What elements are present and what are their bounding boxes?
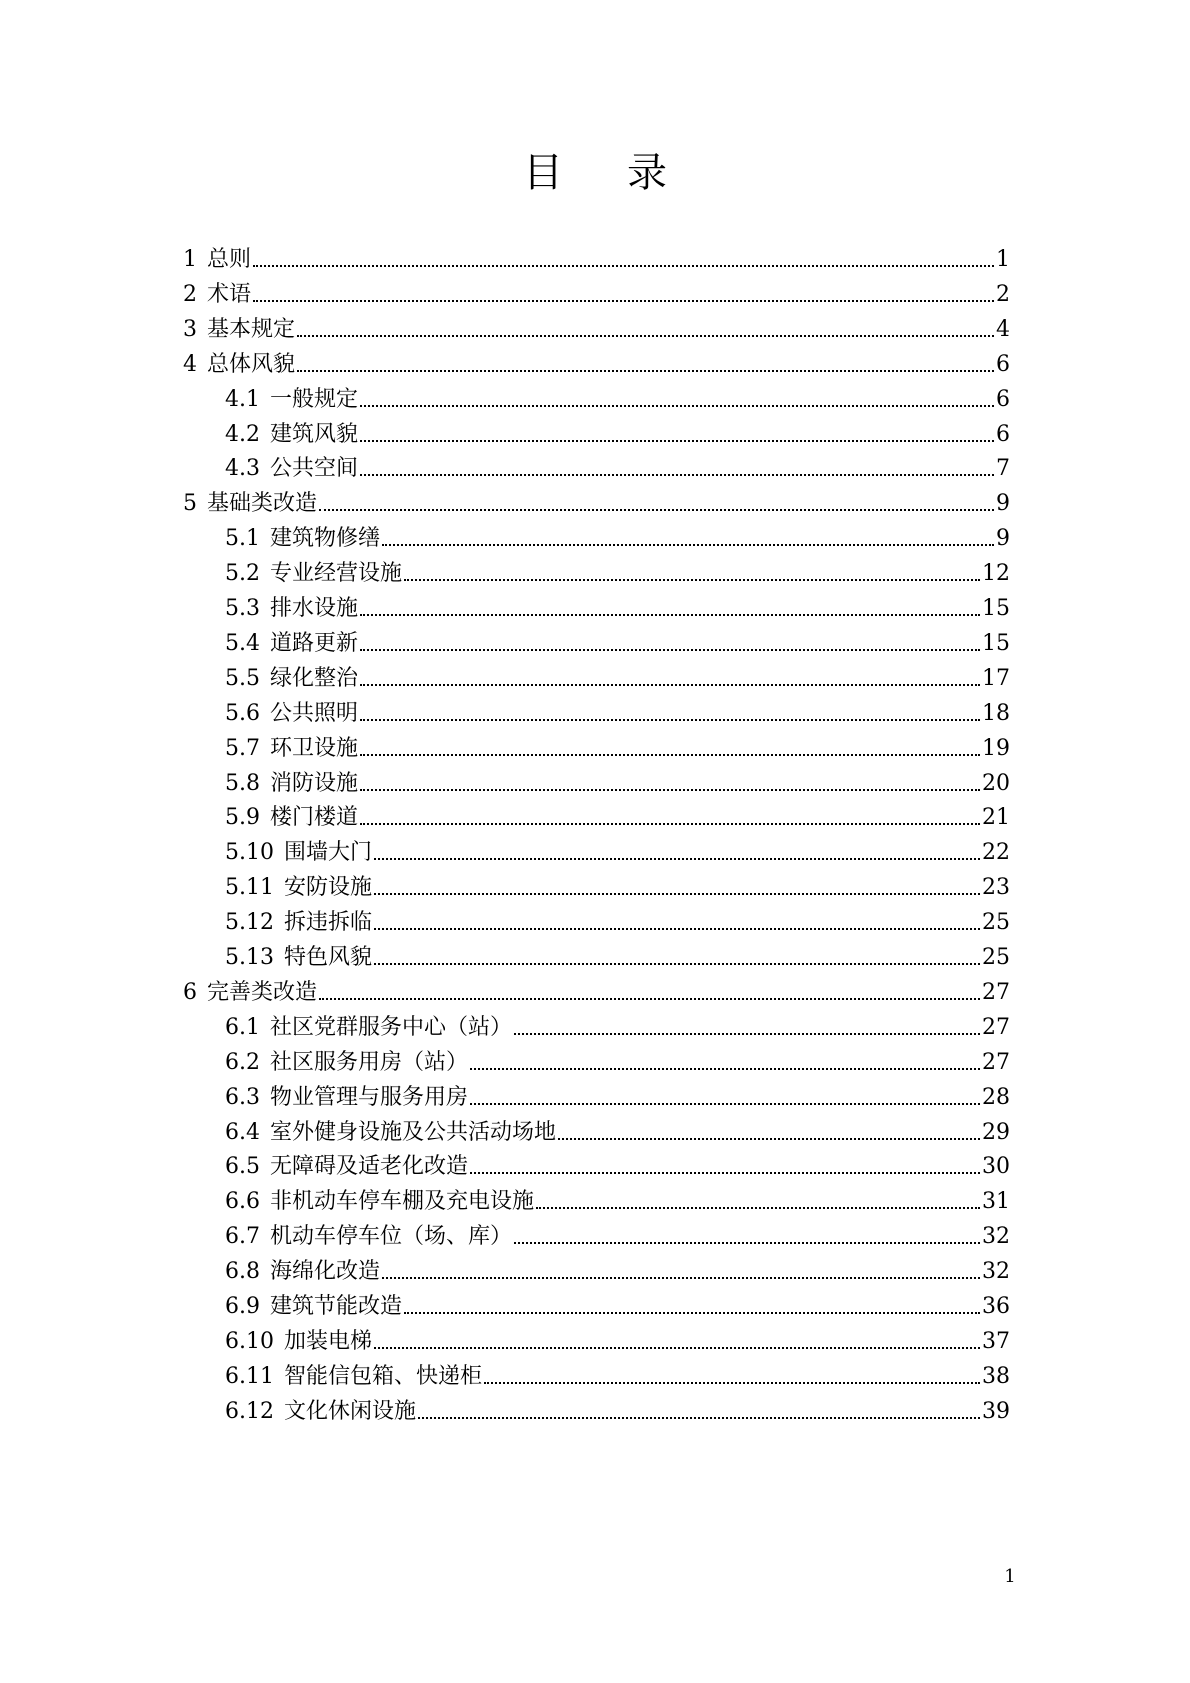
page-title: 目录 <box>523 150 731 196</box>
toc-entry[interactable] <box>183 314 1010 344</box>
toc-entry[interactable] <box>225 1396 1010 1426</box>
toc-entry-title: 室外健身设施及公共活动场地 <box>270 1119 557 1145</box>
toc-entry-title: 非机动车停车棚及充电设施 <box>270 1189 535 1215</box>
toc-entry-number: 5.11 <box>225 875 274 901</box>
toc-entry-page: 25 <box>982 945 1010 970</box>
toc-entry[interactable] <box>225 628 1010 658</box>
toc-entry[interactable] <box>225 419 1010 449</box>
toc-dot-leader <box>360 405 994 407</box>
toc-entry[interactable] <box>225 558 1010 588</box>
toc-dot-leader <box>514 1033 980 1035</box>
toc-entry-number: 6.4 <box>225 1119 260 1145</box>
toc-entry-number: 5.5 <box>225 665 260 691</box>
toc-entry[interactable] <box>225 1291 1010 1321</box>
toc-entry[interactable] <box>183 244 1010 274</box>
toc-dot-leader <box>536 1207 980 1209</box>
toc-entry[interactable] <box>183 977 1010 1007</box>
page-number: 1 <box>1004 1566 1016 1587</box>
toc-entry-number: 5.10 <box>225 840 274 866</box>
toc-entry-page: 4 <box>996 316 1010 342</box>
toc-entry-page: 9 <box>996 491 1010 517</box>
toc-entry-title: 加装电梯 <box>283 1328 372 1354</box>
toc-dot-leader <box>374 1347 980 1349</box>
toc-entry-page: 27 <box>982 1014 1010 1040</box>
toc-entry-title: 物业管理与服务用房 <box>270 1084 469 1110</box>
toc-dot-leader <box>360 649 980 651</box>
toc-entry-number: 6.9 <box>225 1294 260 1319</box>
toc-entry-number: 4 <box>183 351 197 377</box>
toc-dot-leader <box>360 614 980 616</box>
toc-entry-number: 5.6 <box>225 700 260 726</box>
toc-entry-title: 无障碍及适老化改造 <box>270 1154 469 1180</box>
toc-dot-leader <box>360 823 980 825</box>
toc-dot-leader <box>374 893 980 895</box>
toc-entry-title: 总体风貌 <box>207 351 296 377</box>
toc-entry[interactable] <box>225 1151 1010 1181</box>
toc-entry-title: 建筑物修缮 <box>270 526 381 552</box>
toc-entry[interactable] <box>225 384 1010 414</box>
toc-dot-leader <box>360 789 980 791</box>
toc-entry[interactable] <box>225 593 1010 623</box>
toc-entry-title: 专业经营设施 <box>270 561 403 587</box>
toc-dot-leader <box>374 928 980 930</box>
toc-entry[interactable] <box>225 698 1010 728</box>
toc-entry[interactable] <box>225 1221 1010 1251</box>
toc-entry[interactable] <box>225 1047 1010 1077</box>
toc-entry-title: 基本规定 <box>207 316 296 342</box>
toc-dot-leader <box>558 1138 980 1140</box>
toc-entry-title: 智能信包箱、快递柜 <box>283 1363 482 1389</box>
toc-entry-title: 围墙大门 <box>283 840 372 866</box>
toc-entry-page: 32 <box>982 1259 1010 1285</box>
toc-entry[interactable] <box>225 872 1010 902</box>
toc-entry[interactable] <box>225 1012 1010 1042</box>
toc-entry-title: 总则 <box>207 247 252 272</box>
toc-entry-number: 4.3 <box>225 456 260 482</box>
toc-entry-number: 6.3 <box>225 1084 260 1110</box>
toc-entry-number: 5.4 <box>225 630 260 656</box>
toc-entry-number: 5 <box>183 491 197 517</box>
toc-entry-page: 32 <box>982 1224 1010 1250</box>
toc-entry-title: 一般规定 <box>270 386 359 412</box>
toc-dot-leader <box>470 1068 980 1070</box>
toc-entry-page: 22 <box>982 840 1010 866</box>
toc-entry-number: 6.10 <box>225 1328 274 1354</box>
toc-dot-leader <box>253 300 994 302</box>
toc-dot-leader <box>297 335 994 337</box>
toc-entry-page: 6 <box>996 351 1010 377</box>
toc-entry-number: 6.2 <box>225 1049 260 1075</box>
toc-dot-leader <box>319 509 994 511</box>
toc-entry-number: 5.12 <box>225 910 274 936</box>
toc-entry-title: 基础类改造 <box>207 491 318 517</box>
toc-entry-number: 6.5 <box>225 1154 260 1180</box>
toc-entry-number: 5.13 <box>225 945 274 970</box>
toc-entry-page: 30 <box>982 1154 1010 1180</box>
toc-entry-title: 社区党群服务中心（站） <box>270 1014 513 1040</box>
toc-dot-leader <box>418 1417 980 1419</box>
toc-entry-number: 6.7 <box>225 1224 260 1250</box>
toc-entry-number: 4.2 <box>225 421 260 447</box>
toc-dot-leader <box>374 963 980 965</box>
toc-entry-page: 27 <box>982 1049 1010 1075</box>
toc-entry-number: 5.8 <box>225 770 260 796</box>
toc-dot-leader <box>253 265 994 267</box>
toc-dot-leader <box>404 1312 980 1314</box>
toc-entry-page: 23 <box>982 875 1010 901</box>
toc-entry[interactable] <box>225 802 1010 832</box>
toc-entry[interactable] <box>225 907 1010 937</box>
toc-entry-title: 术语 <box>207 281 252 307</box>
toc-entry-page: 18 <box>982 700 1010 726</box>
toc-entry-number: 6.11 <box>225 1363 274 1389</box>
toc-entry[interactable] <box>183 279 1010 309</box>
toc-entry-page: 15 <box>982 630 1010 656</box>
toc-entry-number: 6 <box>183 979 197 1005</box>
toc-entry-page: 19 <box>982 735 1010 761</box>
toc-entry-number: 6.12 <box>225 1398 274 1424</box>
toc-entry[interactable] <box>225 733 1010 763</box>
toc-entry-number: 5.3 <box>225 596 260 621</box>
toc-entry[interactable] <box>225 1326 1010 1356</box>
toc-entry-title: 排水设施 <box>270 596 359 621</box>
toc-entry-page: 7 <box>996 456 1010 482</box>
toc-entry-number: 3 <box>183 316 197 342</box>
toc-entry[interactable] <box>183 488 1010 518</box>
toc-dot-leader <box>360 440 994 442</box>
toc-dot-leader <box>360 474 994 476</box>
toc-entry-title: 社区服务用房（站） <box>270 1049 469 1075</box>
toc-entry-page: 28 <box>982 1084 1010 1110</box>
toc-entry-title: 文化休闲设施 <box>283 1398 416 1424</box>
toc-entry-page: 37 <box>982 1328 1010 1354</box>
toc-entry-page: 31 <box>982 1189 1010 1215</box>
toc-entry-number: 5.9 <box>225 805 260 831</box>
toc-entry-title: 建筑节能改造 <box>270 1294 403 1319</box>
toc-entry[interactable] <box>225 453 1010 483</box>
toc-entry[interactable] <box>225 1361 1010 1391</box>
toc-dot-leader <box>374 858 980 860</box>
toc-entry-number: 2 <box>183 281 197 307</box>
toc-entry[interactable] <box>225 768 1010 798</box>
toc-dot-leader <box>360 719 980 721</box>
toc-dot-leader <box>470 1103 980 1105</box>
toc-entry-title: 消防设施 <box>270 770 359 796</box>
toc-entry[interactable] <box>183 349 1010 379</box>
toc-dot-leader <box>382 544 994 546</box>
toc-entry-page: 6 <box>996 386 1010 412</box>
toc-entry-page: 6 <box>996 421 1010 447</box>
toc-entry-page: 2 <box>996 281 1010 307</box>
toc-entry[interactable] <box>225 1117 1010 1147</box>
toc-entry-title: 楼门楼道 <box>270 805 359 831</box>
toc-entry-number: 6.6 <box>225 1189 260 1215</box>
toc-entry[interactable] <box>225 663 1010 693</box>
toc-entry-title: 安防设施 <box>283 875 372 901</box>
toc-entry-page: 21 <box>982 805 1010 831</box>
toc-dot-leader <box>484 1382 980 1384</box>
toc-entry-page: 38 <box>982 1363 1010 1389</box>
toc-entry[interactable] <box>225 942 1010 972</box>
toc-dot-leader <box>382 1277 980 1279</box>
toc-entry-page: 39 <box>982 1398 1010 1424</box>
toc-entry-number: 5.7 <box>225 735 260 761</box>
toc-dot-leader <box>470 1172 980 1174</box>
toc-dot-leader <box>514 1242 980 1244</box>
toc-entry-title: 机动车停车位（场、库） <box>270 1224 513 1250</box>
toc-entry-page: 9 <box>996 526 1010 552</box>
toc-entry-number: 4.1 <box>225 386 260 412</box>
toc-entry[interactable] <box>225 1186 1010 1216</box>
toc-dot-leader <box>360 754 980 756</box>
toc-entry-page: 29 <box>982 1119 1010 1145</box>
toc-entry-page: 12 <box>982 561 1010 587</box>
toc-entry-title: 特色风貌 <box>283 945 372 970</box>
toc-entry-number: 6.8 <box>225 1259 260 1285</box>
toc-dot-leader <box>319 998 980 1000</box>
toc-entry[interactable] <box>225 837 1010 867</box>
toc-entry-number: 6.1 <box>225 1014 260 1040</box>
toc-entry-page: 17 <box>982 665 1010 691</box>
toc-entry[interactable] <box>225 1082 1010 1112</box>
toc-dot-leader <box>404 579 980 581</box>
toc-entry-page: 25 <box>982 910 1010 936</box>
toc-entry-title: 拆违拆临 <box>283 910 372 936</box>
toc-entry-title: 绿化整治 <box>270 665 359 691</box>
toc-entry-number: 1 <box>183 247 197 272</box>
toc-entry-page: 15 <box>982 596 1010 621</box>
toc-entry-number: 5.2 <box>225 561 260 587</box>
toc-entry-page: 36 <box>982 1294 1010 1319</box>
toc-dot-leader <box>360 684 980 686</box>
toc-entry-page: 20 <box>982 770 1010 796</box>
toc-entry-page: 1 <box>996 247 1010 272</box>
toc-entry-title: 公共照明 <box>270 700 359 726</box>
toc-entry-page: 27 <box>982 979 1010 1005</box>
toc-dot-leader <box>297 370 994 372</box>
toc-entry[interactable] <box>225 523 1010 553</box>
toc-entry-title: 道路更新 <box>270 630 359 656</box>
toc-entry-title: 海绵化改造 <box>270 1259 381 1285</box>
toc-entry-number: 5.1 <box>225 526 260 552</box>
toc-entry-title: 环卫设施 <box>270 735 359 761</box>
toc-entry-title: 建筑风貌 <box>270 421 359 447</box>
toc-entry[interactable] <box>225 1256 1010 1286</box>
toc-entry-title: 公共空间 <box>270 456 359 482</box>
toc-entry-title: 完善类改造 <box>207 979 318 1005</box>
